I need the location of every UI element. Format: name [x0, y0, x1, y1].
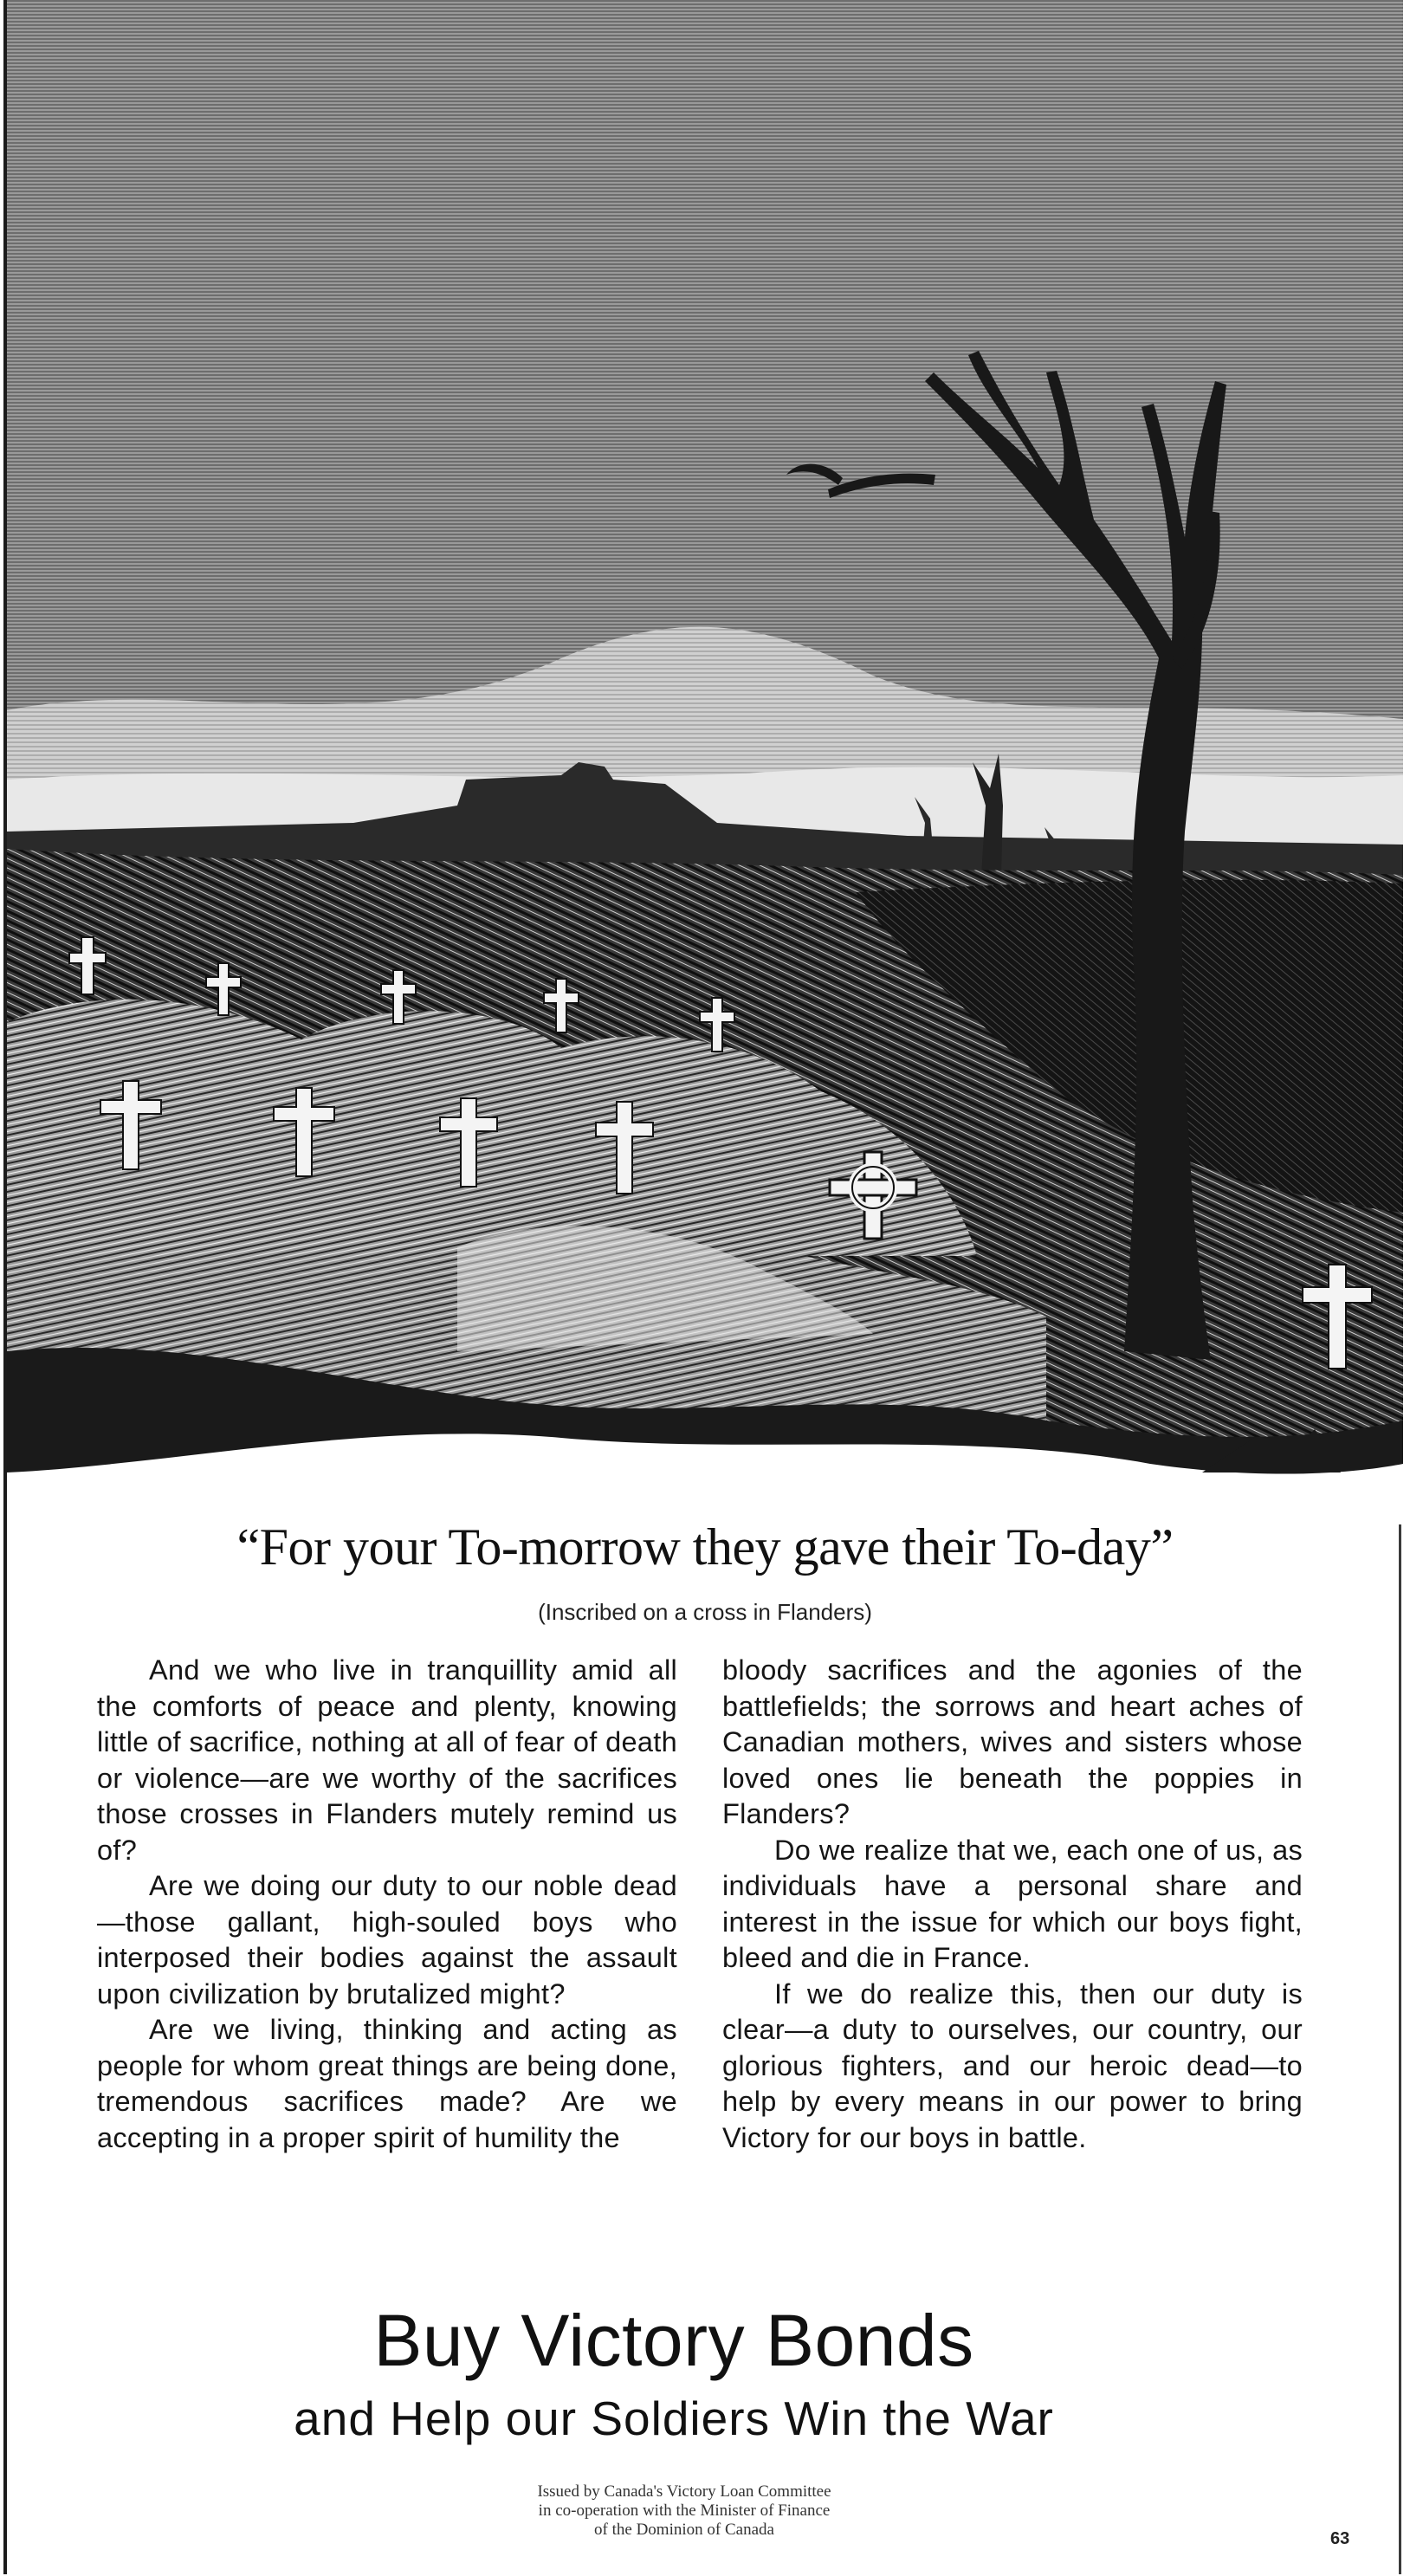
issued-by-line: in co-operation with the Minister of Finance [538, 2502, 831, 2520]
body-column-left [97, 1653, 677, 2156]
inscription-caption: (Inscribed on a cross in Flanders) [538, 1599, 872, 1625]
issued-by-line: of the Dominion of Canada [594, 2521, 774, 2539]
flanders-graves-illustration [7, 0, 1403, 1524]
body-paragraph: If we do realize this, then our duty is clear—a duty to ourselves, our country, our glorious fighters, and our heroic dead—to help by every means in our power to bring Victory for our boys in battle. [722, 1977, 1303, 2153]
headline: “For your To-morrow they gave their To-day” [236, 1518, 1174, 1576]
page-number: 63 [1330, 2529, 1350, 2548]
body-column-right [722, 1653, 1303, 2156]
body-paragraph: And we who live in tranquillity amid all the comforts of peace and plenty, knowing little of sacrifice, nothing at all of fear of death or violence—are we worthy of the sacrifices those crosses in Flanders mutely remind us of? [97, 1654, 677, 1866]
issued-by-line: Issued by Canada's Victory Loan Committee [537, 2482, 831, 2501]
body-paragraph: bloody sacrifices and the agonies of the battlefields; the sorrows and heart aches of Canadian mothers, wives and sisters whose loved ones lie beneath the poppies in Flanders? [722, 1654, 1303, 1829]
body-paragraph: Are we living, thinking and acting as people for whom great things are being done, tremendous sacrifices made? Are we accepting in a proper spirit of humility the [97, 2014, 677, 2153]
body-paragraph: Do we realize that we, each one of us, as individuals have a personal share and interest in the issue for which our boys fight, bleed and die in France. [722, 1834, 1303, 1973]
issued-by-credit [0, 2482, 1368, 2540]
cta-subheading: and Help our Soldiers Win the War [294, 2392, 1054, 2445]
cta-heading: Buy Victory Bonds [373, 2300, 974, 2381]
body-paragraph: Are we doing our duty to our noble dead—those gallant, high-souled boys who interposed their bodies against the assault upon civilization by brutalized might? [97, 1870, 677, 2010]
